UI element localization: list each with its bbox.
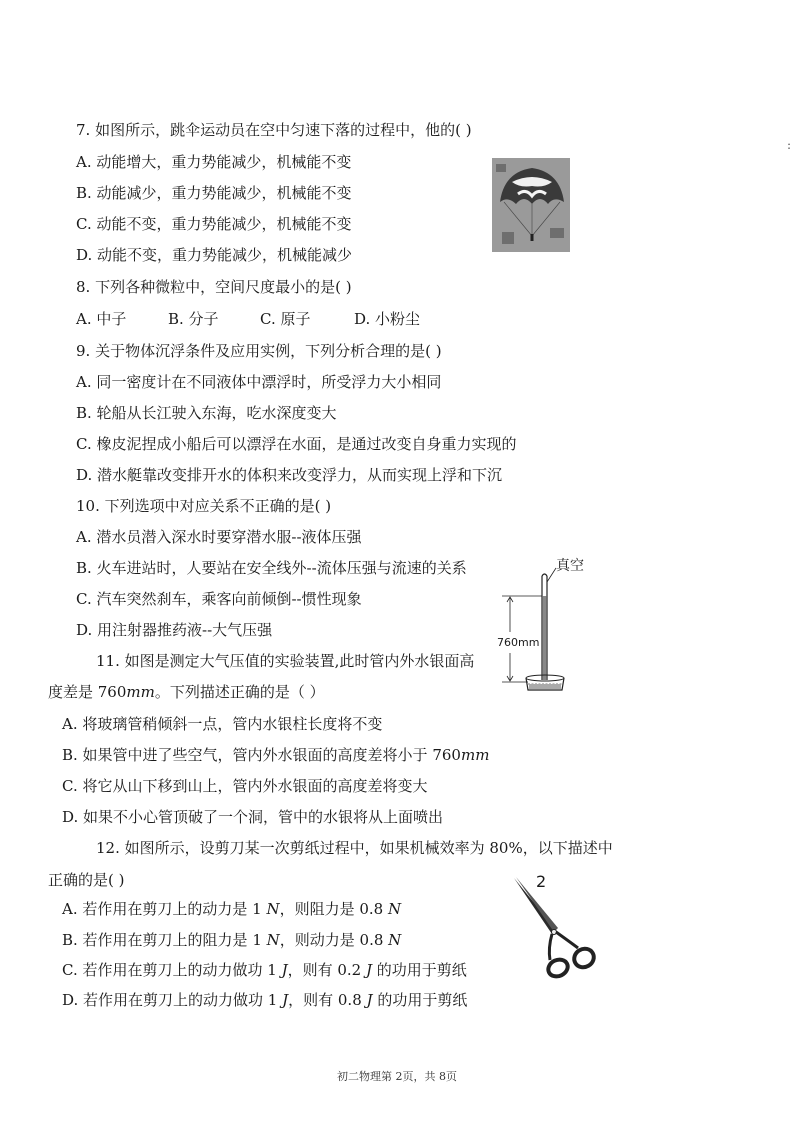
q10-option-a: A. 潜水员潜入深水时要穿潜水服--液体压强 [76, 528, 362, 546]
q9-option-b: B. 轮船从长江驶入东海，吃水深度变大 [76, 404, 337, 422]
q8-stem: 8. 下列各种微粒中，空间尺度最小的是( ) [76, 278, 352, 296]
q7-option-a: A. 动能增大，重力势能减少，机械能不变 [76, 153, 352, 171]
q7-option-b: B. 动能减少，重力势能减少，机械能不变 [76, 184, 352, 202]
q11-stem-line1: 11. 如图是测定大气压值的实验装置,此时管内外水银面高 [96, 652, 475, 670]
scissors-image [508, 872, 600, 982]
q11-option-b: B. 如果管中进了些空气，管内外水银面的高度差将小于 760mm [62, 746, 490, 764]
q10-stem: 10. 下列选项中对应关系不正确的是( ) [76, 497, 332, 515]
q8-option-c: C. 原子 [260, 310, 311, 328]
q9-option-a: A. 同一密度计在不同液体中漂浮时，所受浮力大小相同 [76, 373, 442, 391]
q12-option-d: D. 若作用在剪刀上的动力做功 1 J，则有 0.8 J 的功用于剪纸 [62, 991, 468, 1009]
q10-option-c: C. 汽车突然刹车，乘客向前倾倒--惯性现象 [76, 590, 362, 608]
edge-mark: : [787, 138, 792, 152]
q8-option-a: A. 中子 [76, 310, 127, 328]
q7-option-d: D. 动能不变，重力势能减少，机械能减少 [76, 246, 353, 264]
q10-option-d: D. 用注射器推药液--大气压强 [76, 621, 273, 639]
q7-option-c: C. 动能不变，重力势能减少，机械能不变 [76, 215, 352, 233]
q10-option-b: B. 火车进站时，人要站在安全线外--流体压强与流速的关系 [76, 559, 467, 577]
q7-stem: 7. 如图所示，跳伞运动员在空中匀速下落的过程中，他的( ) [76, 121, 472, 139]
page-footer: 初二物理第 2页，共 8页 [337, 1070, 457, 1083]
q12-stem-line2: 正确的是( ) [48, 871, 125, 889]
q11-option-d: D. 如果不小心管顶破了一个洞，管中的水银将从上面喷出 [62, 808, 444, 826]
q8-option-b: B. 分子 [168, 310, 219, 328]
height-label: 760mm [497, 633, 539, 653]
q9-stem: 9. 关于物体沉浮条件及应用实例，下列分析合理的是( ) [76, 342, 442, 360]
q12-option-c: C. 若作用在剪刀上的动力做功 1 J，则有 0.2 J 的功用于剪纸 [62, 961, 467, 979]
q11-option-a: A. 将玻璃管稍倾斜一点，管内水银柱长度将不变 [62, 715, 383, 733]
q12-option-a: A. 若作用在剪刀上的动力是 1 N，则阻力是 0.8 N [62, 900, 402, 918]
q11-stem-line2: 度差是 760mm。下列描述正确的是（ ） [48, 683, 325, 701]
q11-option-c: C. 将它从山下移到山上，管内外水银面的高度差将变大 [62, 777, 428, 795]
scissors-figure-label: 2 [536, 872, 547, 891]
q9-option-d: D. 潜水艇靠改变排开水的体积来改变浮力，从而实现上浮和下沉 [76, 466, 503, 484]
q12-stem-line1: 12. 如图所示，设剪刀某一次剪纸过程中，如果机械效率为 80%，以下描述中 [96, 839, 613, 857]
q12-option-b: B. 若作用在剪刀上的阻力是 1 N，则动力是 0.8 N [62, 931, 402, 949]
parachute-image [492, 158, 570, 252]
q9-option-c: C. 橡皮泥捏成小船后可以漂浮在水面，是通过改变自身重力实现的 [76, 435, 517, 453]
vacuum-label: 真空 [556, 558, 584, 574]
q8-option-d: D. 小粉尘 [354, 310, 421, 328]
